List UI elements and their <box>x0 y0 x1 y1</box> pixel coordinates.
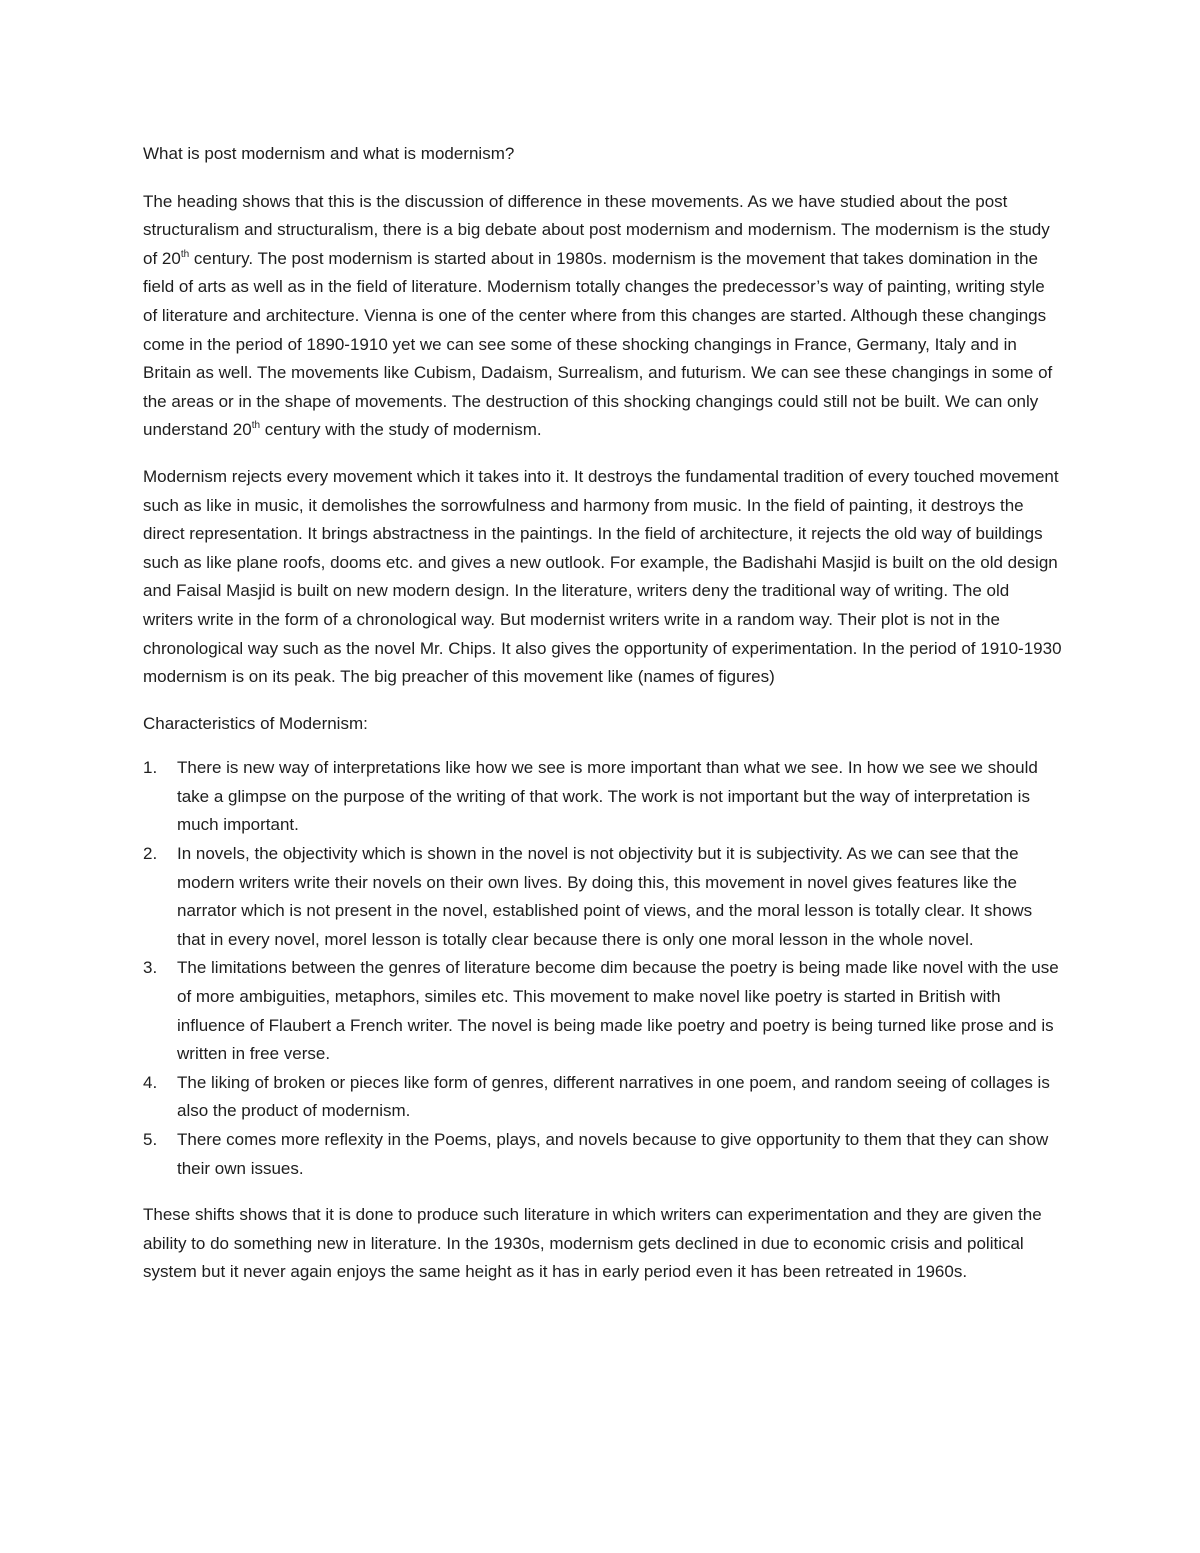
list-item-number: 4. <box>143 1072 158 1092</box>
list-item-text: In novels, the objectivity which is shown in the novel is not objectivity but it is subjectivity. As we can see that the modern writers write their novels on their own lives. By doing this, this movement in novel gives features like the narrator which is not present in the novel, established point of views, and the moral lesson is totally clear. It shows that in every novel, morel lesson is totally clear because there is only one moral lesson in the whole novel. <box>177 844 1033 949</box>
list-item-text: The liking of broken or pieces like form of genres, different narratives in one poem, and random seeing of collages is also the product of modernism. <box>177 1072 1050 1121</box>
list-item-number: 5. <box>143 1130 158 1149</box>
list-item <box>143 840 1063 954</box>
intro-text-part-3: century with the study of modernism. <box>260 420 542 440</box>
superscript-th-2: th <box>251 420 261 432</box>
characteristics-list <box>143 754 1063 1183</box>
intro-text-part-2: century. The post modernism is started about in 1980s. modernism is the movement that takes domination in the field of arts as well as in the field of literature. Modernism totally changes the predecessor’s way of painting, writing style of literature and architecture. Vienna is one of the center where from this changes are started. Although these changings come in the period of 1890-1910 yet we can see some of these shocking changings in France, Germany, Italy and in Britain as well. The movements like Cubism, Dadaism, Surrealism, and futurism. We can see these changings in some of the areas or in the shape of movements. The destruction of this shocking changings could still not be built. We can only understand 20 <box>143 248 1053 440</box>
characteristics-heading: Characteristics of Modernism: <box>143 713 368 733</box>
intro-text-part-1: The heading shows that this is the discussion of difference in these movements. As we have studied about the post structuralism and structuralism, there is a big debate about post modernism and modernism. The modernism is the study of 20 <box>143 191 1050 268</box>
list-item <box>143 1069 1063 1126</box>
list-item <box>143 1126 1063 1183</box>
intro-paragraph <box>143 188 1063 445</box>
list-item-number: 3. <box>143 958 158 978</box>
list-item-number: 2. <box>143 844 158 864</box>
superscript-th-1: th <box>180 248 190 260</box>
list-item-text: There comes more reflexity in the Poems, plays, and novels because to give opportunity to them that they can show their own issues. <box>177 1130 1049 1178</box>
document-title: What is post modernism and what is modernism? <box>143 144 515 163</box>
rejection-paragraph: Modernism rejects every movement which it takes into it. It destroys the fundamental tradition of every touched movement such as like in music, it demolishes the sorrowfulness and harmony from music. In the field of painting, it destroys the direct representation. It brings abstractness in the paintings. In the field of architecture, it rejects the old way of buildings such as like plane roofs, dooms etc. and gives a new outlook. For example, the Badishahi Masjid is built on the old design and Faisal Masjid is built on new modern design. In the literature, writers deny the traditional way of writing. The old writers write in the form of a chronological way. But modernist writers write in a random way. Their plot is not in the chronological way such as the novel Mr. Chips. It also gives the opportunity of experimentation. In the period of 1910-1930 modernism is on its peak. The big preacher of this movement like (names of figures) <box>143 466 1062 687</box>
document-page <box>143 140 1063 1287</box>
conclusion-paragraph: These shifts shows that it is done to produce such literature in which writers can experimentation and they are given the ability to do something new in literature. In the 1930s, modernism gets declined in due to economic crisis and political system but it never again enjoys the same height as it has in early period even it has been retreated in 1960s. <box>143 1205 1042 1282</box>
list-item-text: The limitations between the genres of literature become dim because the poetry is being made like novel with the use of more ambiguities, metaphors, similes etc. This movement to make novel like poetry is started in British with influence of Flaubert a French writer. The novel is being made like poetry and poetry is being turned like prose and is written in free verse. <box>177 958 1059 1064</box>
list-item-number: 1. <box>143 758 158 778</box>
list-item-text: There is new way of interpretations like how we see is more important than what we see. In how we see we should take a glimpse on the purpose of the writing of that work. The work is not important but the way of interpretation is much important. <box>177 758 1038 835</box>
list-item <box>143 954 1063 1068</box>
list-item <box>143 754 1063 840</box>
